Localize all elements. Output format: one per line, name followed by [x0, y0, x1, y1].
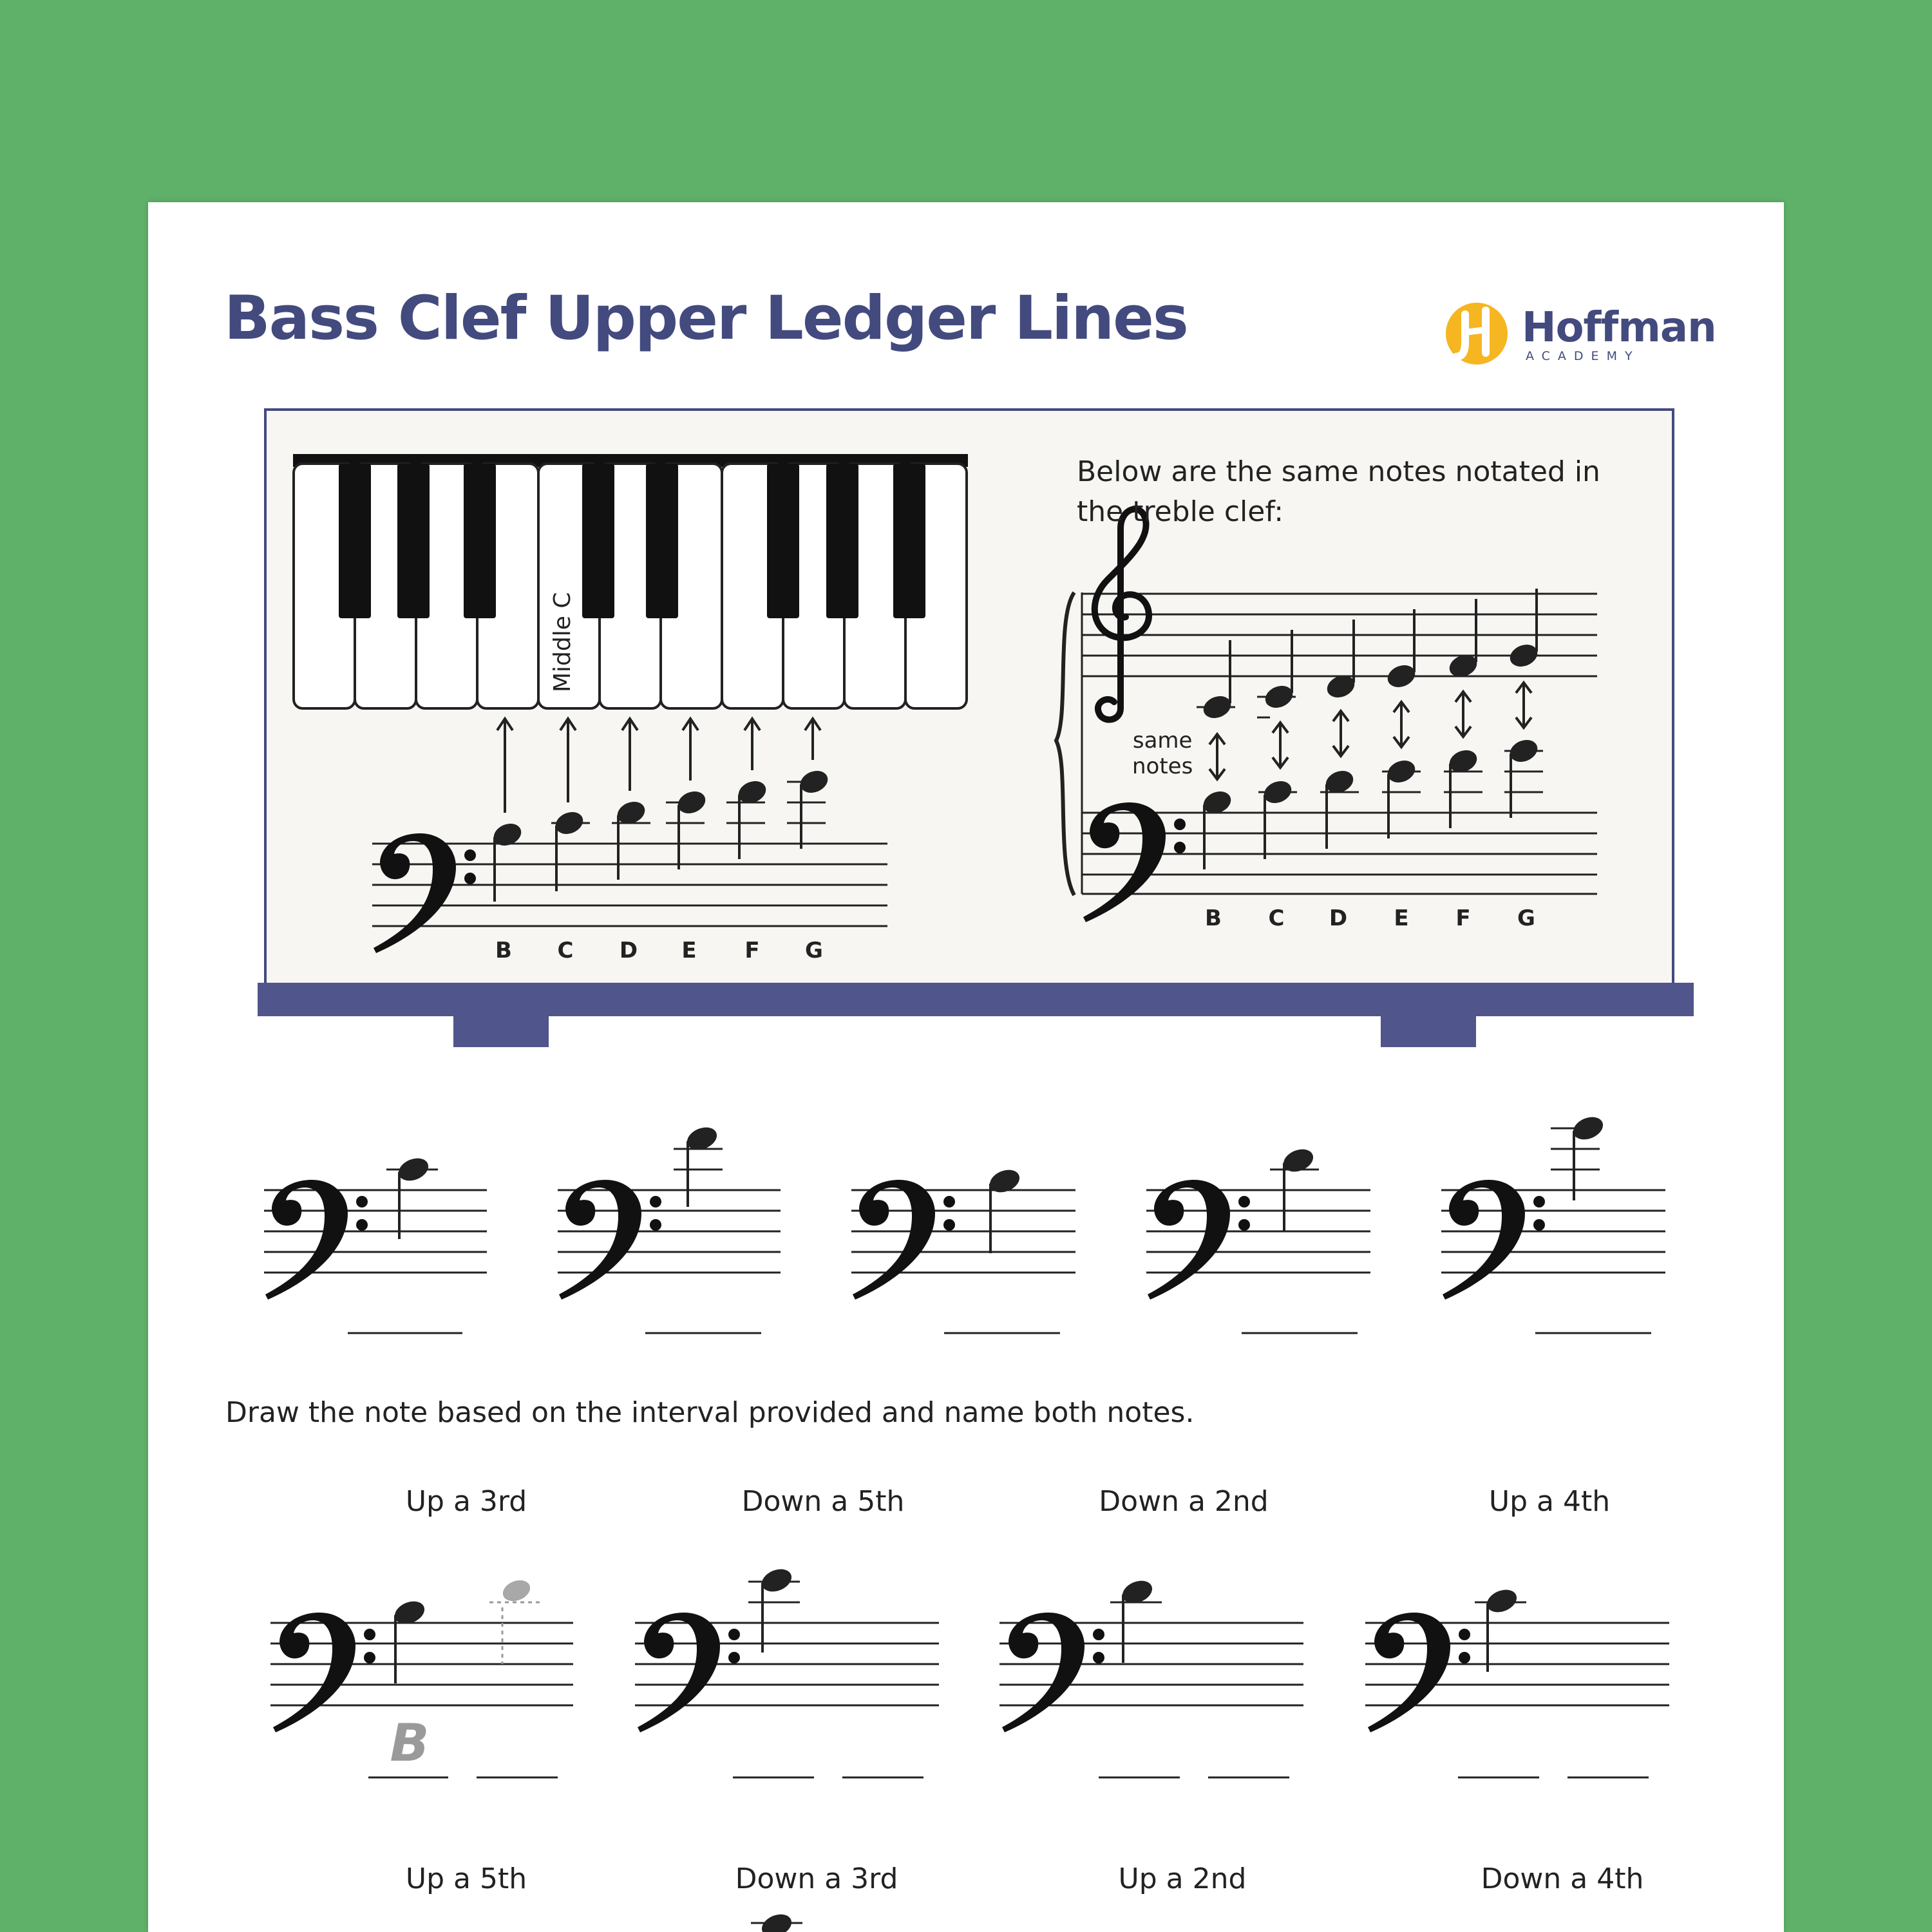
grand-bass-notes	[1200, 736, 1541, 869]
black-key	[582, 464, 614, 618]
bass-note-c	[1261, 777, 1295, 859]
bass-note-f	[1446, 746, 1481, 828]
bass-clef-icon	[1002, 1613, 1104, 1732]
treble-note-g	[1507, 589, 1541, 670]
interval-label: Up a 3rd	[405, 1485, 527, 1518]
treble-note-e	[1385, 609, 1419, 691]
exercise-staff-3	[851, 1166, 1075, 1333]
black-key	[646, 464, 678, 618]
bass-example-staff	[372, 719, 887, 953]
interval-staff-3	[999, 1577, 1303, 1777]
treble-note-c	[1262, 630, 1296, 712]
middle-c-label: Middle C	[549, 592, 576, 692]
logo-wordmark: Hoffman	[1522, 304, 1716, 352]
note-name-label: C	[1268, 905, 1285, 931]
treble-note-f	[1446, 599, 1481, 681]
interval-label: Up a 5th	[405, 1862, 527, 1895]
logo-subtitle: ACADEMY	[1526, 349, 1640, 363]
note-name-label: B	[1205, 905, 1222, 931]
exercise-staff-5	[1441, 1113, 1665, 1333]
note-e	[675, 788, 709, 869]
bass-clef-icon	[1083, 802, 1186, 922]
bass-clef-icon	[273, 1613, 375, 1732]
bass-clef-icon	[374, 833, 476, 953]
black-key	[893, 464, 925, 618]
note-f	[735, 777, 770, 859]
bass-clef-icon	[559, 1180, 661, 1300]
interval-row-2-partial-note	[751, 1910, 802, 1932]
note-name-label: B	[495, 938, 512, 963]
exercise-staff-2	[558, 1123, 781, 1333]
note-name-label: E	[1394, 905, 1409, 931]
black-key	[767, 464, 799, 618]
bass-clef-icon	[853, 1180, 955, 1300]
interval-staff-2	[635, 1565, 939, 1777]
interval-label: Down a 2nd	[1099, 1485, 1269, 1518]
black-key	[464, 464, 496, 618]
bass-clef-icon	[638, 1613, 740, 1732]
treble-note-d	[1324, 620, 1358, 701]
note-name-label: G	[805, 938, 823, 963]
bass-clef-icon	[1368, 1613, 1470, 1732]
note-c	[553, 808, 587, 891]
bass-clef-icon	[1148, 1180, 1250, 1300]
interval-exercise-row-1	[270, 1565, 1669, 1777]
interval-instruction: Draw the note based on the interval provided and name both notes.	[225, 1396, 1195, 1429]
bass-note-g	[1507, 736, 1541, 818]
piano-keyboard	[293, 454, 968, 708]
note-g	[797, 767, 831, 849]
example-drawn-note	[500, 1577, 533, 1605]
note-name-label: F	[744, 938, 760, 963]
exercise-staff-4	[1146, 1145, 1370, 1333]
treble-caption: Below are the same notes notated in the treble clef:	[1077, 455, 1600, 528]
interval-label: Down a 4th	[1481, 1862, 1644, 1895]
note-b	[491, 820, 525, 902]
bass-example-notes	[491, 767, 831, 902]
brace-icon	[1056, 592, 1074, 895]
note-name-label: E	[681, 938, 697, 963]
white-keys	[294, 464, 967, 708]
interval-staff-4	[1365, 1586, 1669, 1777]
bass-note-d	[1323, 767, 1357, 849]
note-d	[614, 798, 649, 880]
bass-note-e	[1385, 757, 1419, 838]
note-name-label: F	[1455, 905, 1471, 931]
note-naming-exercise	[264, 1113, 1665, 1333]
black-key	[826, 464, 858, 618]
interval-label: Down a 3rd	[735, 1862, 898, 1895]
grand-staff-example	[1056, 509, 1597, 922]
note-name-label: G	[1517, 905, 1535, 931]
example-answer: B	[390, 1713, 430, 1773]
interval-label: Down a 5th	[741, 1485, 905, 1518]
black-key	[397, 464, 430, 618]
page-title: Bass Clef Upper Ledger Lines	[224, 283, 1188, 354]
exercise-staff-1	[264, 1154, 487, 1333]
bass-clef-icon	[1443, 1180, 1545, 1300]
note-name-label: D	[619, 938, 638, 963]
black-key	[339, 464, 371, 618]
note-name-label: D	[1329, 905, 1348, 931]
bass-note-b	[1200, 788, 1235, 869]
interval-label: Up a 2nd	[1118, 1862, 1247, 1895]
interval-label: Up a 4th	[1488, 1485, 1611, 1518]
same-notes-label: same notes	[1132, 728, 1193, 779]
bass-clef-icon	[265, 1180, 368, 1300]
key-arrows	[497, 719, 820, 813]
note-name-label: C	[557, 938, 574, 963]
treble-note-b	[1200, 640, 1235, 722]
